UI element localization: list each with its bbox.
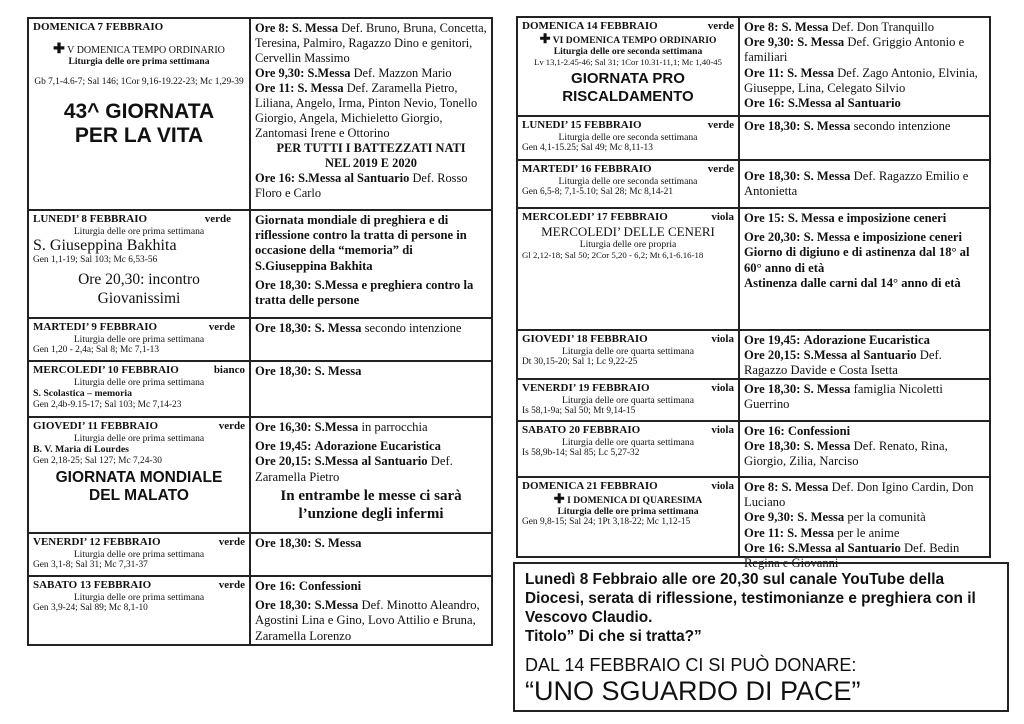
day-label: DOMENICA 21 FEBBRAIO xyxy=(522,480,658,492)
feast-name: I DOMENICA DI QUARESIMA xyxy=(567,495,703,506)
readings: Gen 6,5-8; 7,1-5.10; Sal 28; Mc 8,14-21 xyxy=(522,187,674,197)
liturgy-week: Liturgia delle ore prima settimana xyxy=(73,334,205,345)
ash-mass-entry: Ore 15: S. Messa e imposizione ceneri xyxy=(744,211,947,225)
liturgical-color: verde xyxy=(208,321,235,333)
mass-entry: Ore 18,30: S. Messa secondo intenzione xyxy=(744,119,951,133)
readings: Gen 4,1-15.25; Sal 49; Mc 8,11-13 xyxy=(522,143,653,153)
day-header xyxy=(33,536,245,549)
feast-line xyxy=(522,33,734,46)
readings: Dt 30,15-20; Sal 1; Lc 9,22-25 xyxy=(522,357,638,367)
ash-mass-entry: Ore 20,30: S. Messa e imposizione ceneri xyxy=(744,230,963,245)
anointing-note: In entrambe le messe ci sarà l’unzione degli infermi xyxy=(280,487,462,522)
day-events xyxy=(251,362,491,416)
day-label: LUNEDI’ 15 FEBBRAIO xyxy=(522,119,642,131)
day-events xyxy=(251,19,491,209)
mass-entry: Ore 18,30: S. Messa famiglia Nicoletti Guerrino xyxy=(744,382,943,412)
day-row-saturday-13 xyxy=(29,575,491,644)
liturgy-week: Liturgia delle ore seconda settimana xyxy=(558,132,698,143)
day-header xyxy=(522,424,734,437)
day-header xyxy=(522,211,734,224)
liturgical-color: verde xyxy=(204,213,231,225)
day-label: LUNEDI’ 8 FEBBRAIO xyxy=(33,213,148,225)
liturgical-color: verde xyxy=(707,119,734,131)
mass-entry: Ore 8: S. Messa Def. Don Igino Cardin, Don Luciano xyxy=(744,480,974,510)
mass-entry: Ore 18,30: S. Messa xyxy=(255,536,362,550)
cross-icon: ✚ xyxy=(53,42,65,57)
day-row-friday-19 xyxy=(518,378,989,420)
readings: Gen 2,4b-9.15-17; Sal 103; Mc 7,14-23 xyxy=(33,400,182,410)
day-header xyxy=(522,163,734,176)
day-header xyxy=(33,420,245,433)
adoration-entry: Ore 19,45: Adorazione Eucaristica xyxy=(255,439,441,454)
day-row-sunday-14 xyxy=(518,18,989,115)
day-header xyxy=(33,213,245,226)
saint-of-day: S. Giuseppina Bakhita xyxy=(33,237,177,254)
mass-entry: Ore 18,30: S. Messa Def. Ragazzo Emilio e Antonietta xyxy=(744,169,969,199)
saint-of-day: S. Scolastica – memoria xyxy=(33,388,133,399)
mass-entry: Ore 9,30: S. Messa Def. Griggio Antonio e familiari xyxy=(744,35,965,65)
day-header xyxy=(33,579,245,592)
day-label: GIOVEDI’ 18 FEBBRAIO xyxy=(522,333,648,345)
mass-entry: Ore 9,30: S.Messa Def. Mazzon Mario xyxy=(255,66,452,80)
readings: Gen 1,20 - 2,4a; Sal 8; Mc 7,1-13 xyxy=(33,345,160,355)
highlight-title: 43^ GIORNATA PER LA VITA xyxy=(63,100,215,147)
cross-icon: ✚ xyxy=(539,31,551,46)
day-events xyxy=(740,478,989,571)
liturgy-week: Liturgia delle ore quarta settimana xyxy=(562,395,694,406)
day-row-thursday-18 xyxy=(518,329,989,378)
mass-entry: Ore 16: S.Messa al Santuario Def. Rosso Floro e Carlo xyxy=(255,171,468,200)
day-events xyxy=(740,18,989,115)
baptism-note: PER TUTTI I BATTEZZATI NATI NEL 2019 E 2020 xyxy=(276,141,466,170)
day-info xyxy=(29,19,251,209)
day-events xyxy=(251,418,491,532)
feast-line xyxy=(522,493,734,506)
liturgical-color: viola xyxy=(711,382,734,394)
liturgy-week: Liturgia delle ore quarta settimana xyxy=(562,346,694,357)
liturgical-color: verde xyxy=(707,163,734,175)
mass-entry: Ore 20,15: S.Messa al Santuario Def. Ragazzo Davide e Costa Isetta xyxy=(744,348,942,378)
day-row-saturday-20 xyxy=(518,420,989,476)
liturgical-color: bianco xyxy=(213,364,245,376)
donation-heading: DAL 14 FEBBRAIO CI SI PUÒ DONARE: xyxy=(525,655,857,675)
day-info xyxy=(29,418,251,532)
abstinence-note: Astinenza dalle carni dal 14° anno di età xyxy=(744,275,961,290)
liturgy-week: Liturgia delle ore prima settimana xyxy=(557,506,699,517)
day-info xyxy=(29,319,251,360)
day-info xyxy=(518,117,740,159)
mass-entry: Ore 18,30: S. Messa secondo intenzione xyxy=(255,321,462,335)
day-info xyxy=(29,211,251,317)
day-row-wednesday-10 xyxy=(29,360,491,416)
liturgical-color: verde xyxy=(218,536,245,548)
cross-icon: ✚ xyxy=(553,491,565,506)
readings: Gen 9,8-15; Sal 24; 1Pt 3,18-22; Mc 1,12-15 xyxy=(522,517,691,527)
readings: Gen 2,18-25; Sal 127; Mc 7,24-30 xyxy=(33,456,162,466)
day-events xyxy=(740,380,989,420)
mass-entry: Ore 18,30: S.Messa Def. Minotto Aleandro, Agostini Lina e Gino, Lovo Attilio e Bruna, Zaramella Lorenzo xyxy=(255,598,480,643)
day-info xyxy=(518,161,740,207)
day-row-friday-12 xyxy=(29,532,491,575)
day-row-wednesday-17 xyxy=(518,207,989,329)
liturgy-week: Liturgia delle ore prima settimana xyxy=(73,549,205,560)
day-row-tuesday-9 xyxy=(29,317,491,360)
announcement-text: Lunedì 8 Febbraio alle ore 20,30 sul canale YouTube della Diocesi, serata di riflessione, testimonianze e preghiera con il Vescovo Claudio. xyxy=(525,571,976,626)
day-label: SABATO 13 FEBBRAIO xyxy=(33,579,152,591)
youth-meeting: Ore 20,30: incontro Giovanissimi xyxy=(78,271,200,307)
day-info xyxy=(518,331,740,378)
liturgical-color: viola xyxy=(711,424,734,436)
liturgy-week: Liturgia delle ore quarta settimana xyxy=(562,437,694,448)
day-events xyxy=(740,331,989,378)
announcement-title: Titolo” Di che si tratta?” xyxy=(525,628,702,645)
day-header xyxy=(33,321,245,334)
mass-entry: Ore 11: S. Messa Def. Zago Antonio, Elvinia, Giuseppe, Lina, Celegato Silvio xyxy=(744,65,978,95)
day-events xyxy=(740,422,989,476)
liturgy-week: Liturgia delle ore seconda settimana xyxy=(558,176,698,187)
readings: Gl 2,12-18; Sal 50; 2Cor 5,20 - 6,2; Mt 6,1-6.16-18 xyxy=(522,250,704,260)
saint-of-day: B. V. Maria di Lourdes xyxy=(33,444,129,455)
liturgy-week: Liturgia delle ore prima settimana xyxy=(73,433,205,444)
liturgical-color: viola xyxy=(711,333,734,345)
mass-entry: Ore 8: S. Messa Def. Don Tranquillo xyxy=(744,20,935,34)
day-label: MERCOLEDI’ 10 FEBBRAIO xyxy=(33,364,179,376)
liturgy-week: Liturgia delle ore prima settimana xyxy=(73,377,205,388)
day-events xyxy=(251,577,491,644)
liturgy-week: Liturgia delle ore prima settimana xyxy=(68,56,210,67)
day-info xyxy=(518,380,740,420)
feast-name: MERCOLEDI’ DELLE CENERI xyxy=(541,224,715,239)
mass-entry: Ore 8: S. Messa Def. Bruno, Bruna, Concetta, Teresina, Palmiro, Ragazzo Dino e genitori, Cervellin Massimo xyxy=(255,21,487,65)
day-row-monday-15 xyxy=(518,115,989,159)
day-label: SABATO 20 FEBBRAIO xyxy=(522,424,641,436)
day-info xyxy=(29,577,251,644)
liturgy-week: Liturgia delle ore prima settimana xyxy=(73,592,205,603)
left-schedule-table xyxy=(27,17,493,646)
liturgical-color: verde xyxy=(218,579,245,591)
day-label: MARTEDI’ 16 FEBBRAIO xyxy=(522,163,652,175)
mass-entry: Ore 20,15: S.Messa al Santuario Def. Zaramella Pietro xyxy=(255,454,453,484)
highlight-title: GIORNATA PRO RISCALDAMENTO xyxy=(562,70,694,105)
readings: Is 58,9b-14; Sal 85; Lc 5,27-32 xyxy=(522,448,640,458)
day-events xyxy=(251,211,491,317)
day-info xyxy=(518,422,740,476)
prayer-day-note: Giornata mondiale di preghiera e di riflessione contro la tratta di persone in occasione della “memoria” di S.Giuseppina Bakhita xyxy=(255,213,467,273)
day-info xyxy=(518,209,740,329)
mass-entry: Ore 11: S. Messa per le anime xyxy=(744,525,900,540)
day-events xyxy=(740,209,989,329)
mass-entry: Ore 16: S.Messa al Santuario Def. Bedin Regina e Giovanni xyxy=(744,540,960,571)
day-label: MARTEDI’ 9 FEBBRAIO xyxy=(33,321,158,333)
mass-entry: Ore 11: S. Messa Def. Zaramella Pietro, Liliana, Angelo, Irma, Pinton Nevio, Tonello Giorgio, Angela, Michieletto Giorgio, Zantomasi Irene e Ottorino xyxy=(255,81,478,140)
day-label: VENERDI’ 19 FEBBRAIO xyxy=(522,382,650,394)
day-events xyxy=(251,534,491,575)
feast-name: V DOMENICA TEMPO ORDINARIO xyxy=(67,45,225,56)
fasting-note: Giorno di digiuno e di astinenza dal 18° al 60° anno di età xyxy=(744,245,970,275)
liturgy-week: Liturgia delle ore propria xyxy=(579,239,677,250)
day-header xyxy=(522,20,734,33)
mass-entry: Ore 16: S.Messa al Santuario xyxy=(744,96,901,111)
day-header xyxy=(33,364,245,377)
day-row-monday-8 xyxy=(29,209,491,317)
liturgy-week: Liturgia delle ore seconda settimana xyxy=(553,46,703,57)
day-label: DOMENICA 7 FEBBRAIO xyxy=(33,21,164,33)
day-info xyxy=(518,18,740,115)
feast-name: VI DOMENICA TEMPO ORDINARIO xyxy=(552,35,717,46)
day-label: VENERDI’ 12 FEBBRAIO xyxy=(33,536,161,548)
liturgical-color: verde xyxy=(218,420,245,432)
day-events xyxy=(740,161,989,207)
day-header xyxy=(522,333,734,346)
liturgy-week: Liturgia delle ore prima settimana xyxy=(73,226,205,237)
readings: Gen 3,1-8; Sal 31; Mc 7,31-37 xyxy=(33,560,148,570)
mass-entry: Ore 9,30: S. Messa per la comunità xyxy=(744,510,926,525)
readings: Lv 13,1-2.45-46; Sal 31; 1Cor 10.31-11,1; Mc 1,40-45 xyxy=(534,57,722,67)
day-label: MERCOLEDI’ 17 FEBBRAIO xyxy=(522,211,668,223)
mass-entry: Ore 18,30: S.Messa e preghiera contro la tratta delle persone xyxy=(255,277,474,308)
confession-entry: Ore 16: Confessioni xyxy=(255,579,362,593)
day-info xyxy=(29,534,251,575)
readings: Is 58,1-9a; Sal 50; Mt 9,14-15 xyxy=(522,406,636,416)
liturgical-color: viola xyxy=(711,211,734,223)
mass-entry: Ore 18,30: S. Messa Def. Renato, Rina, Giorgio, Zilia, Narciso xyxy=(744,439,948,469)
liturgical-color: verde xyxy=(707,20,734,32)
day-header xyxy=(522,119,734,132)
day-info xyxy=(518,478,740,556)
donation-campaign: “UNO SGUARDO DI PACE” xyxy=(525,676,861,706)
day-header xyxy=(33,21,245,34)
feast-line xyxy=(33,44,245,56)
day-row-sunday-7 xyxy=(29,19,491,209)
liturgical-color: viola xyxy=(711,480,734,492)
readings: Gen 1,1-19; Sal 103; Mc 6,53-56 xyxy=(33,255,158,265)
day-events xyxy=(251,319,491,360)
readings: Gen 3,9-24; Sal 89; Mc 8,1-10 xyxy=(33,603,148,613)
announcement-box xyxy=(513,562,1009,712)
highlight-title: GIORNATA MONDIALE DEL MALATO xyxy=(55,469,223,504)
day-events xyxy=(740,117,989,159)
day-row-thursday-11 xyxy=(29,416,491,532)
day-label: GIOVEDI’ 11 FEBBRAIO xyxy=(33,420,159,432)
adoration-entry: Ore 19,45: Adorazione Eucaristica xyxy=(744,333,930,347)
right-schedule-table xyxy=(516,16,991,571)
day-row-sunday-21 xyxy=(518,476,989,571)
day-label: DOMENICA 14 FEBBRAIO xyxy=(522,20,658,32)
day-row-tuesday-16 xyxy=(518,159,989,207)
mass-entry: Ore 18,30: S. Messa xyxy=(255,364,362,378)
readings: Gb 7,1-4.6-7; Sal 146; 1Cor 9,16-19.22-23; Mc 1,29-39 xyxy=(34,77,244,87)
day-info xyxy=(29,362,251,416)
day-header xyxy=(522,382,734,395)
mass-entry: Ore 16,30: S.Messa in parrocchia xyxy=(255,420,428,434)
confession-entry: Ore 16: Confessioni xyxy=(744,424,851,438)
